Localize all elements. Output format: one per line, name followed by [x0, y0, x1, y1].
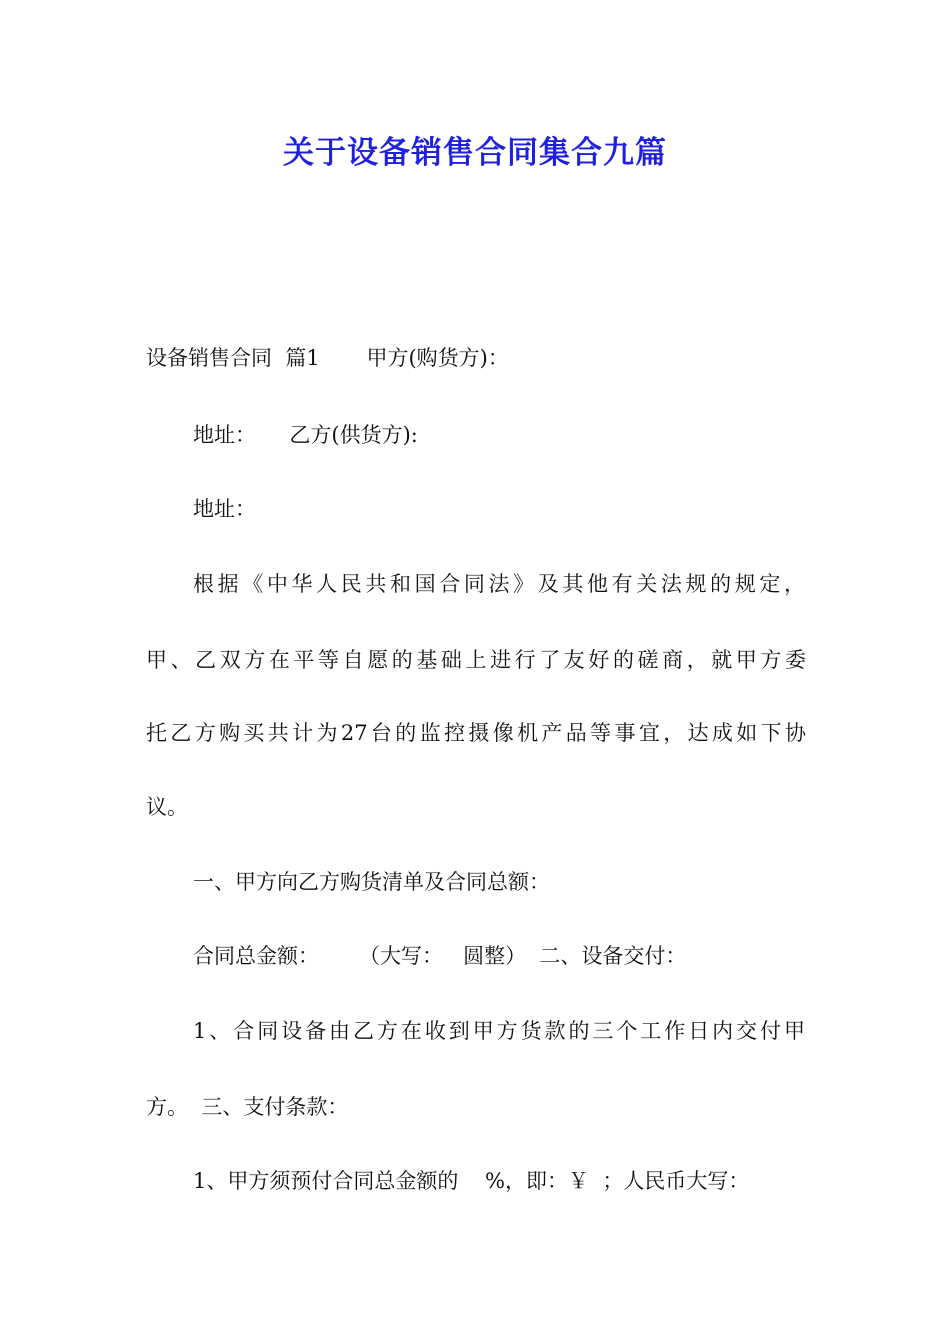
paragraph-line: 托乙方购买共计为27台的监控摄像机产品等事宜，达成如下协	[146, 721, 806, 745]
paragraph-line: 1、合同设备由乙方在收到甲方货款的三个工作日内交付甲	[193, 1019, 805, 1043]
paragraph-line: 合同总金额： （大写： 圆整） 二、设备交付：	[193, 944, 687, 968]
paragraph-line: 设备销售合同 篇1 甲方(购货方)：	[146, 346, 509, 370]
document-title: 关于设备销售合同集合九篇	[283, 135, 667, 171]
paragraph-line: 1、甲方须预付合同总金额的 %，即：￥ ；人民币大写：	[193, 1169, 750, 1193]
paragraph-line: 地址：	[193, 497, 256, 521]
paragraph-line: 一、甲方向乙方购货清单及合同总额：	[193, 870, 550, 894]
paragraph-line: 甲、乙双方在平等自愿的基础上进行了友好的磋商，就甲方委	[146, 648, 806, 672]
paragraph-line: 根据《中华人民共和国合同法》及其他有关法规的规定，	[193, 572, 805, 596]
paragraph-line: 议。	[146, 795, 188, 819]
paragraph-line: 方。 三、支付条款：	[146, 1095, 349, 1119]
paragraph-line: 地址： 乙方(供货方):	[193, 423, 418, 447]
